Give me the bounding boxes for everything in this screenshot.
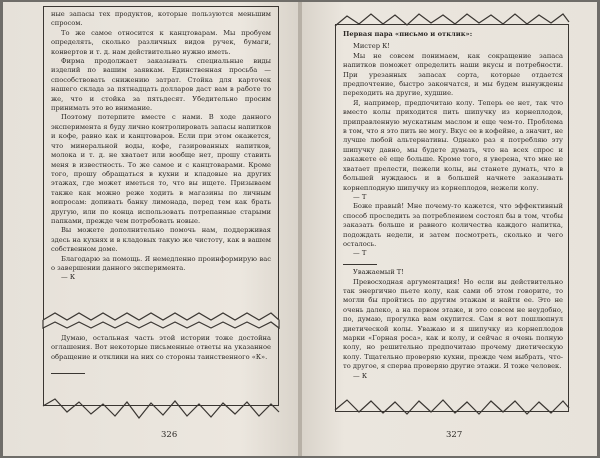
blank-line <box>51 368 271 377</box>
left-letter-text <box>51 10 271 283</box>
greeting: Мистер К! <box>353 42 390 51</box>
paragraph: Фирма продолжает заказывать специальные виды изделий по вашим заявкам. Единственная просьба — способствовать снижению затрат. Стойка для карточек нашего склада за пятнадцать долларов даст вам в работе то же, что и стойка за пятьдесят. Убедительно просим принимать это во внимание. <box>51 57 271 113</box>
left-commentary-text <box>51 334 271 378</box>
divider <box>343 259 563 268</box>
paragraph: Превосходная аргументация! Но если вы действительно так энергично пьете колу, как сами об этом говорите, то могли бы пройтись по другим этажам и найти ее. Это не очень далеко, а на первом этаже, и это совсем не неудобно, по, думаю, прогулка вам окупится. Сам я вот пошлюпнул диетической колы. Уважаю и я шипучку из корнеплодов марки «Горная роса», как и колу, и сейчас я очень полную колу, но решительно предпочитаю прочему диетическую колу. Тщательно проверяю кухни, прежде чем выбрать, что-то другое, я сперва проверяю другие этажи. Я тоже человек. <box>343 277 563 371</box>
section-heading: Первая пара «письмо и отклик»: <box>343 30 473 38</box>
greeting: Уважаемый Т! <box>353 268 404 277</box>
page-number-right: 327 <box>446 430 463 440</box>
paragraph: Поэтому потерпите вместе с нами. В ходе данного эксперимента я буду лично контролировать запасы напитков и кофе, равно как и канцтоваров. Если при этом окажется, что минеральной воды, кофе, газированных напитков, молока и т. д. не хватает или вообще нет, прошу ставить меня в известность. То же самое и с канцтоварами. Кроме того, прошу обращаться в кухни и кладовые на других этажах, где может иметься то, что вы ищете. Призываем также как можно реже ходить в магазины по личным вопросам: допивать банку лимонада, перед тем как брать другую, или по конца использовать потрепанные старыми папками, прежде чем потребовать новые. <box>51 113 271 225</box>
paragraph: Думаю, остальная часть этой истории тоже достойна оглашения. Вот некоторые письменные ответы на указанное обращение и отклики на них со стороны таинственного «К». <box>51 334 271 361</box>
right-letter-text <box>343 30 563 381</box>
signature: — К <box>61 273 75 282</box>
page-number-left: 326 <box>161 430 178 440</box>
paragraph: ные запасы тех продуктов, которые пользуются меньшим спросом. <box>51 10 271 28</box>
paragraph: Благодарю за помощь. Я немедленно проинформирую вас о завершении данного эксперимента. <box>51 254 271 272</box>
signature: — Т <box>353 249 367 258</box>
paragraph: То же самое относится к канцтоварам. Мы пробуем определять, сколько различных видов ручек, бумаги, конвертов и т. д. нам действительно нужно иметь. <box>51 28 271 56</box>
paragraph: Мы не совсем понимаем, как сокращение запаса напитков поможет определить наши вкусы и потребности. При урезанных запасах сорта, которые отдается предпочтение, быстро закончатся, и мы будем вынуждены переходить на другие, худшие. <box>343 51 563 98</box>
paragraph: Вы можете дополнительно помочь нам, поддерживая здесь на кухнях и в кладовых такую же чистоту, как в вашем собственном доме. <box>51 226 271 254</box>
paragraph: Я, например, предпочитаю колу. Теперь ее нет, так что вместо колы приходится пить шипучку из корнеплодов, приправленную мускатным маслом и еще чем-то. Проблема в том, что я это пить не могу. Вкус ее в кофейне, а значит, не лучше любой альтернативы. Однако раз я потребляю эту шипучку давно, мы будете думать, что на всех спрос и закажете её еще больше. Кроме того, я уверена, что мне не хватает прелести, пежели колы, вы станете думать, что в большей нуждаюсь и в большей начнете заказывать корнеплодную шипучку из корнеплодов, нежели колу. <box>343 98 563 192</box>
paragraph: Боже правый! Мне почему-то кажется, что эффективный способ проследить за потреблением состоял бы в том, чтобы заказать больше и равного количества каждого напитка, подождать недели, и затем посмотреть, сколько и чего осталось. <box>343 202 563 248</box>
signature: — К <box>353 371 367 380</box>
signature: — Т <box>353 192 367 201</box>
book-spread <box>3 2 597 456</box>
